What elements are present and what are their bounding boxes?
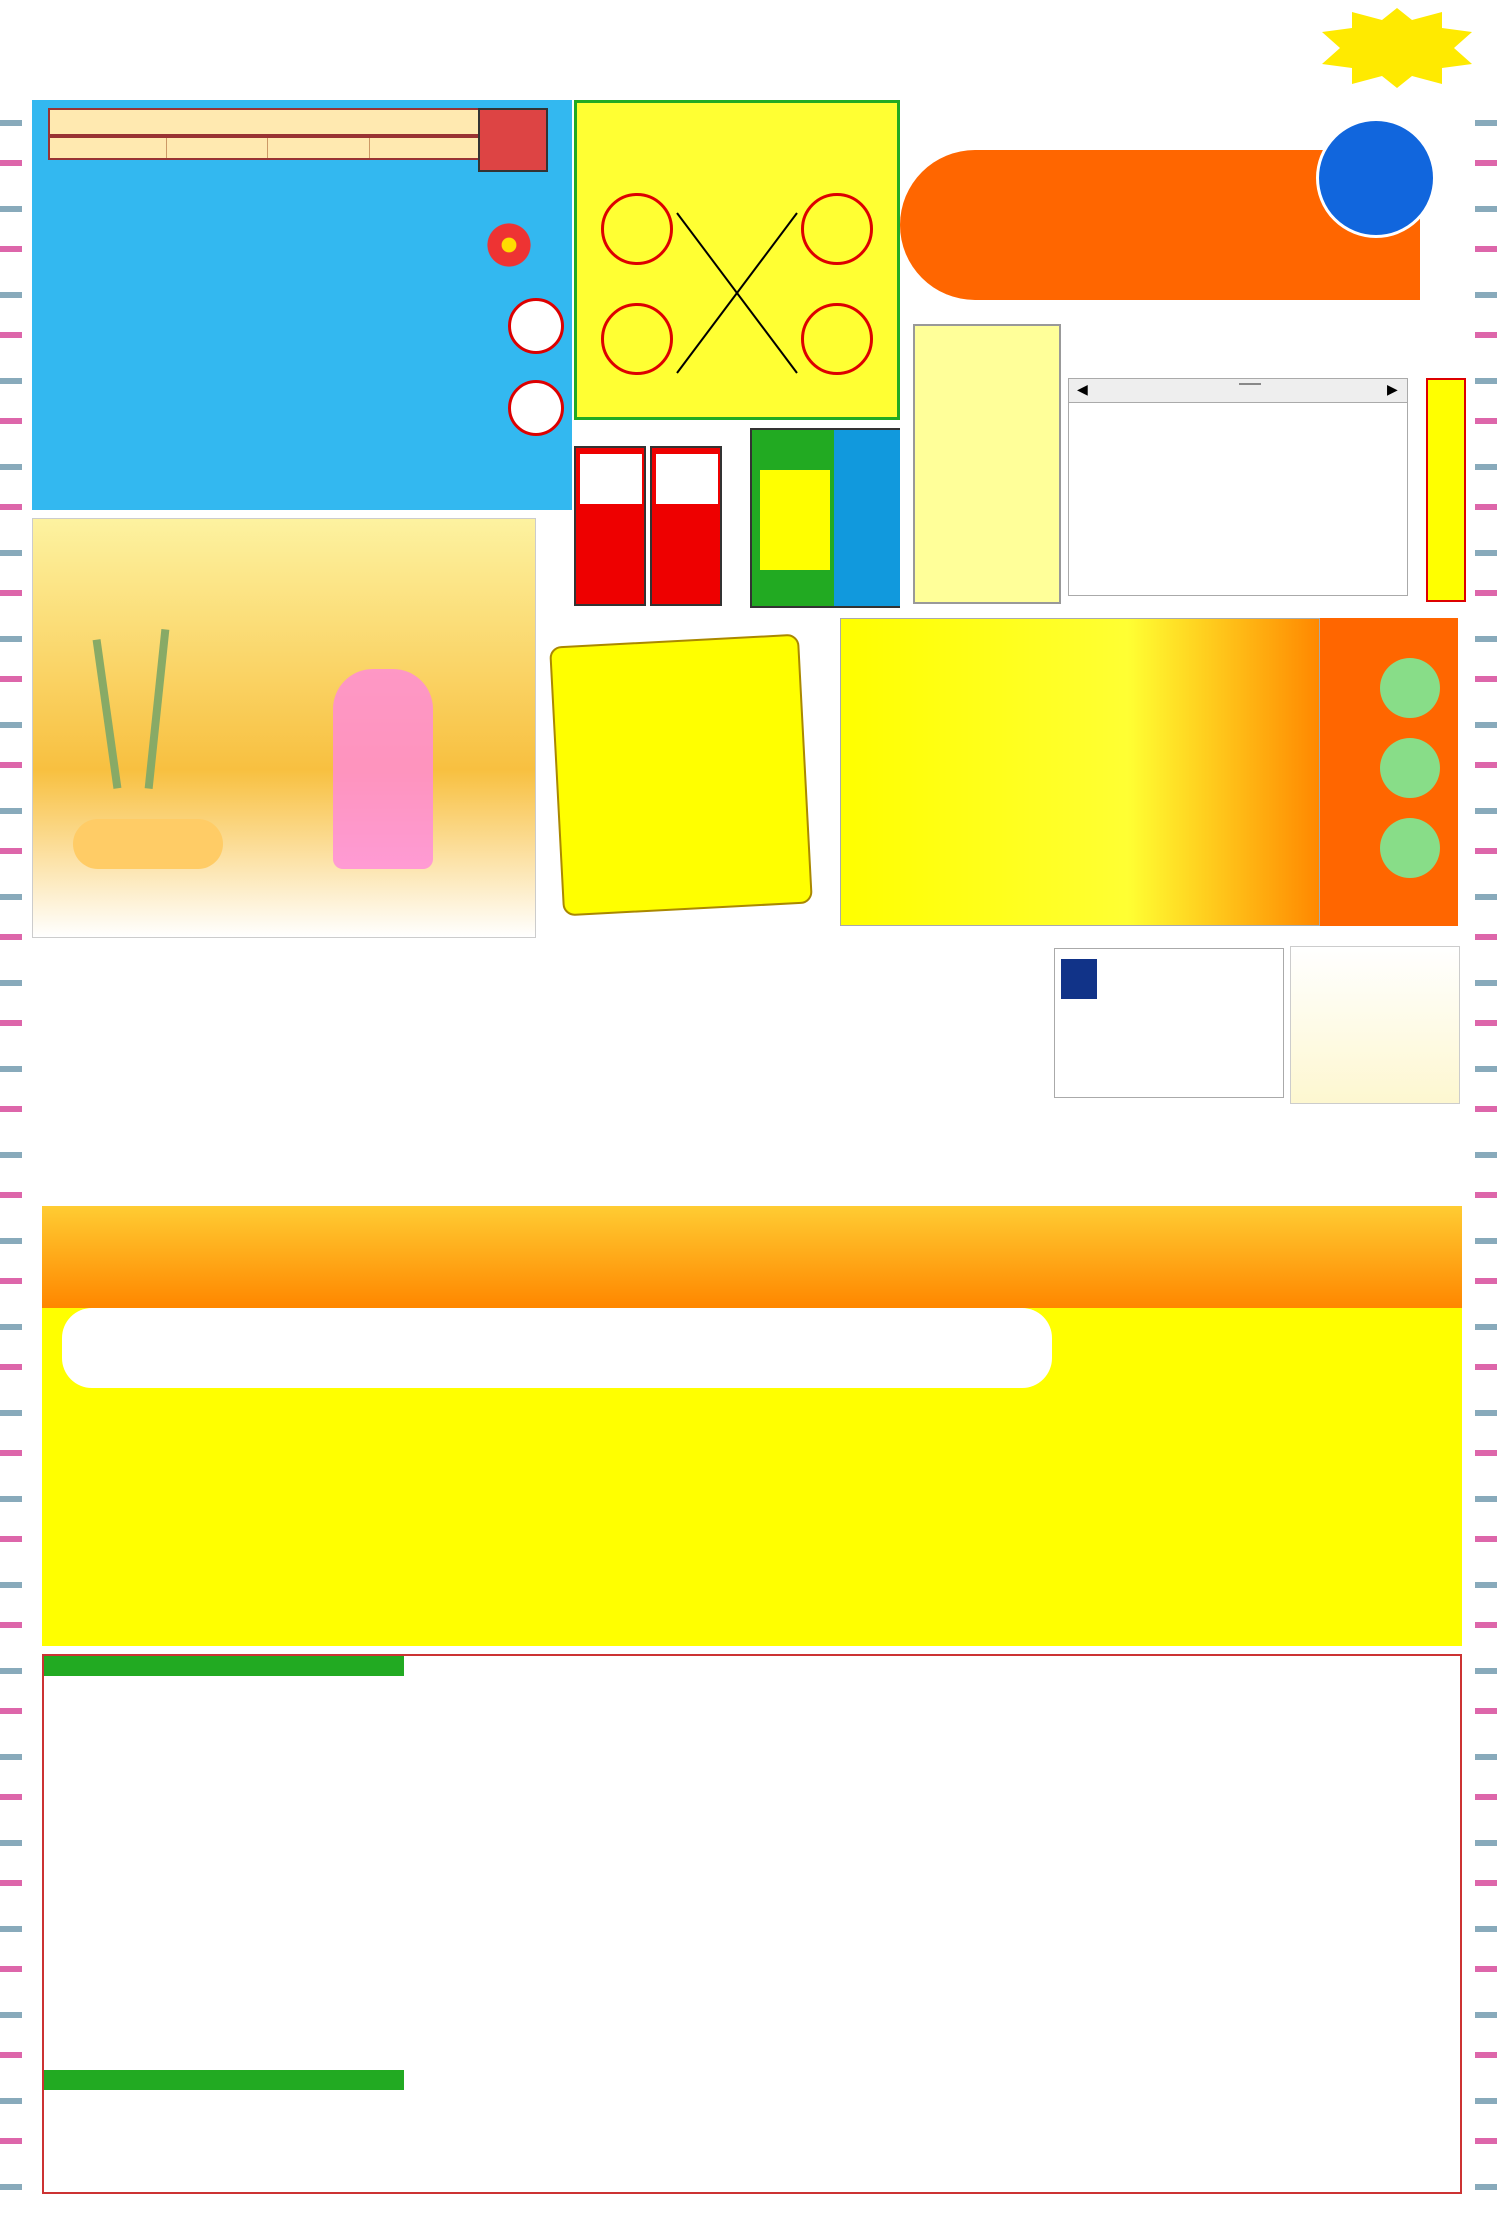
next-month-button[interactable]: ▶: [1387, 382, 1398, 398]
zodiac-grid: [32, 946, 1042, 1196]
lucky-num-3: [601, 303, 673, 375]
riddle-box: [1054, 948, 1284, 1098]
open-box-1-bottom: [580, 518, 642, 588]
left-border: [0, 80, 22, 2190]
catch-icon: [478, 108, 548, 172]
info-vertical-box: [913, 324, 1061, 604]
logo-rings: [1316, 118, 1436, 238]
col-header: [167, 137, 268, 159]
lunar-box: [840, 618, 1320, 926]
lucky-combo-box: [574, 100, 900, 420]
special-numbers-box: [1320, 618, 1458, 926]
prev-month-button[interactable]: ◀: [1077, 382, 1088, 398]
open-box-2-top: [656, 454, 718, 504]
poem-lines: [582, 657, 793, 887]
special-label-bg: [834, 430, 900, 606]
palm-tree-1: [93, 639, 122, 789]
bless-text: [919, 332, 953, 600]
info-vertical-text: [953, 332, 1057, 600]
right-border: [1475, 80, 1497, 2190]
footer-title: [44, 2070, 404, 2090]
bottom-brand-strip: [0, 2196, 1497, 2218]
riddle-tag: [1061, 959, 1097, 999]
results-section: [42, 1654, 1462, 2194]
scenic-painting: [32, 518, 536, 938]
tail-number-1: [508, 298, 564, 354]
maiden-figure: [333, 669, 433, 869]
calendar: [1068, 378, 1408, 596]
open-box-1: [574, 446, 646, 606]
top-brand-strip: [0, 60, 1400, 80]
special-number-1: [1380, 658, 1440, 718]
metaphysics-banner: [42, 1206, 1462, 1306]
special-box: [750, 428, 900, 608]
lucky-cross: [667, 203, 807, 383]
results-title: [44, 1656, 404, 1676]
lucky-num-2: [801, 193, 873, 265]
open-box-2-bottom: [656, 518, 718, 588]
gate-table-title: [48, 108, 488, 136]
col-header: [369, 137, 487, 159]
lucky-num-4: [801, 303, 873, 375]
palm-tree-2: [145, 629, 170, 789]
results-dot-grid: [404, 1656, 1460, 2050]
lucky-num-1: [601, 193, 673, 265]
calendar-header: [1069, 379, 1407, 403]
open-box-2: [650, 446, 722, 606]
special-number-2: [1380, 738, 1440, 798]
gate-table: [48, 136, 488, 160]
open-box-1-top: [580, 454, 642, 504]
tail-number-2: [508, 380, 564, 436]
fortune-title-box: [62, 1308, 1052, 1388]
draw-dates-side: [1426, 378, 1466, 602]
col-header: [268, 137, 369, 159]
poem-scroll: [549, 634, 813, 917]
flower-icon: [484, 220, 534, 270]
leopard-figure: [73, 819, 223, 869]
special-number-3: [1380, 818, 1440, 878]
sage-painting: [1290, 946, 1460, 1104]
zodiac-wheel: [1030, 1300, 1450, 1640]
special-num: [760, 470, 830, 570]
col-header: [49, 137, 167, 159]
calendar-month[interactable]: [1239, 383, 1261, 385]
